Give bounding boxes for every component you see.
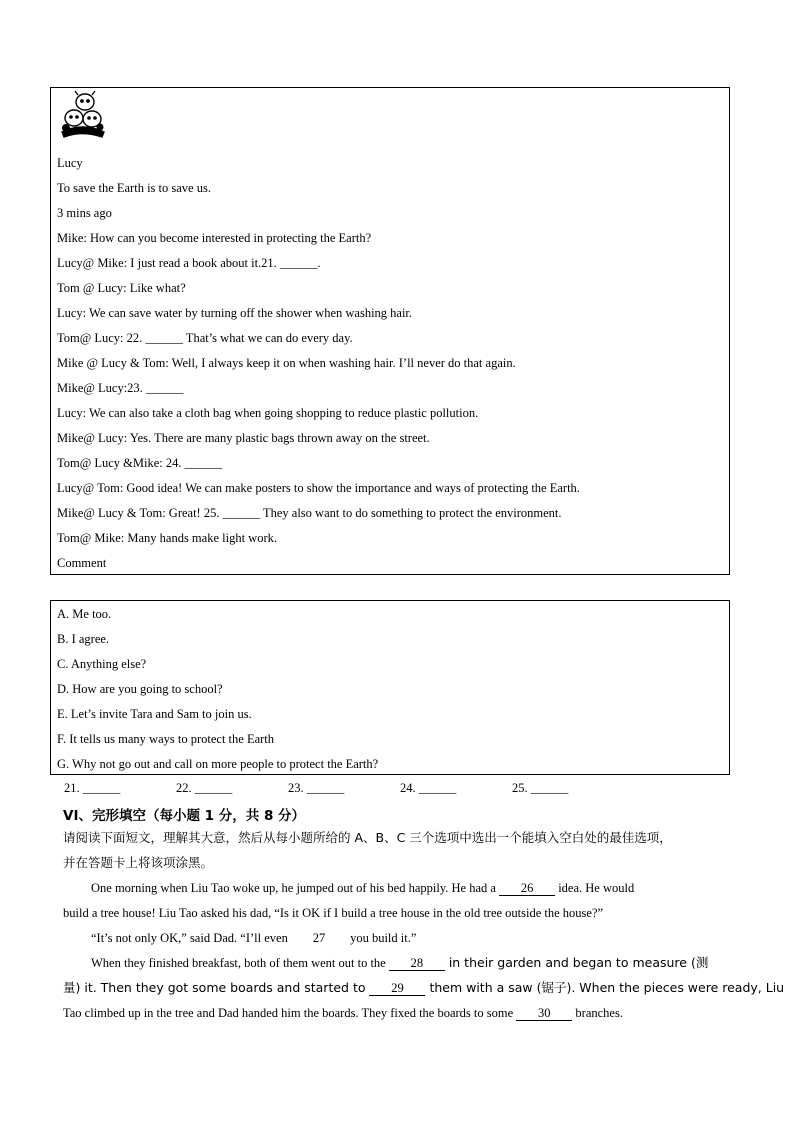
passage-text: in their garden and began to measure (测 — [444, 955, 709, 970]
option-item: G. Why not go out and call on more people to protect the Earth? — [57, 757, 379, 771]
option-item: A. Me too. — [57, 607, 112, 621]
passage-text: Tao climbed up in the tree and Dad handed him the boards. They fixed the boards to some — [63, 1006, 517, 1020]
answer-blank-21[interactable]: 21. ______ — [64, 781, 121, 795]
comment-link[interactable]: Comment — [57, 556, 107, 570]
passage-text: you build it.” — [346, 931, 417, 945]
chat-line: Mike: How can you become interested in protecting the Earth? — [57, 231, 372, 245]
instructions-line: 请阅读下面短文，理解其大意，然后从每小题所给的 A、B、C 三个选项中选出一个能填入空白处的最佳选项， — [63, 830, 672, 845]
passage-text: One morning when Liu Tao woke up, he jumped out of his bed happily. He had a — [91, 881, 500, 895]
chat-line: Mike@ Lucy: Yes. There are many plastic bags thrown away on the street. — [57, 431, 430, 445]
chat-line: Mike@ Lucy:23. ______ — [57, 381, 184, 395]
passage-text: “It’s not only OK,” said Dad. “I’ll even — [91, 931, 291, 945]
passage-text: 量) it. Then they got some boards and started to — [63, 980, 370, 995]
answer-blank-25[interactable]: 25. ______ — [512, 781, 569, 795]
chat-line: Tom@ Mike: Many hands make light work. — [57, 531, 277, 545]
chat-line: Mike@ Lucy & Tom: Great! 25. ______ They also want to do something to protect the environment. — [57, 506, 562, 520]
chat-line: Mike @ Lucy & Tom: Well, I always keep it on when washing hair. I’ll never do that again. — [57, 356, 516, 370]
chat-line: Tom@ Lucy: 22. ______ That’s what we can do every day. — [57, 331, 353, 345]
option-item: F. It tells us many ways to protect the Earth — [57, 732, 275, 746]
passage-line — [91, 955, 708, 971]
passage-text: branches. — [572, 1006, 623, 1020]
chat-line: Tom @ Lucy: Like what? — [57, 281, 186, 295]
post-time: 3 mins ago — [57, 206, 112, 220]
chat-line: Tom@ Lucy &Mike: 24. ______ — [57, 456, 223, 470]
post-status: To save the Earth is to save us. — [57, 181, 211, 195]
instructions-line: 并在答题卡上将该项涂黑。 — [63, 855, 214, 870]
chat-line: Lucy@ Tom: Good idea! We can make posters to show the importance and ways of protecting the Earth. — [57, 481, 580, 495]
section-title: VI、完形填空（每小题 1 分，共 8 分） — [63, 808, 306, 824]
post-author: Lucy — [57, 156, 83, 170]
passage-line: build a tree house! Liu Tao asked his dad, “Is it OK if I build a tree house in the old tree outside the house?” — [63, 906, 604, 920]
avatar-icon — [58, 90, 106, 140]
cloze-blank-28[interactable]: 28 — [389, 956, 445, 971]
passage-line — [91, 880, 634, 896]
passage-line — [63, 980, 784, 996]
passage-text: idea. He would — [555, 881, 635, 895]
cloze-blank-30[interactable]: 30 — [516, 1006, 572, 1021]
answer-blank-23[interactable]: 23. ______ — [288, 781, 345, 795]
answer-blank-24[interactable]: 24. ______ — [400, 781, 457, 795]
passage-line — [63, 1005, 623, 1021]
chat-line: Lucy@ Mike: I just read a book about it.21. ______. — [57, 256, 321, 270]
option-item: B. I agree. — [57, 632, 110, 646]
passage-text: them with a saw (锯子). When the pieces were ready, Liu — [425, 980, 785, 995]
cloze-blank-26[interactable]: 26 — [499, 881, 555, 896]
chat-line: Lucy: We can also take a cloth bag when going shopping to reduce plastic pollution. — [57, 406, 479, 420]
passage-text: When they finished breakfast, both of them went out to the — [91, 956, 389, 970]
option-item: C. Anything else? — [57, 657, 147, 671]
option-item: E. Let’s invite Tara and Sam to join us. — [57, 707, 252, 721]
cloze-blank-27[interactable]: 27 — [312, 931, 326, 945]
passage-line — [91, 930, 416, 946]
cloze-blank-29[interactable]: 29 — [369, 981, 425, 996]
option-item: D. How are you going to school? — [57, 682, 223, 696]
chat-line: Lucy: We can save water by turning off the shower when washing hair. — [57, 306, 413, 320]
answer-blank-22[interactable]: 22. ______ — [176, 781, 233, 795]
